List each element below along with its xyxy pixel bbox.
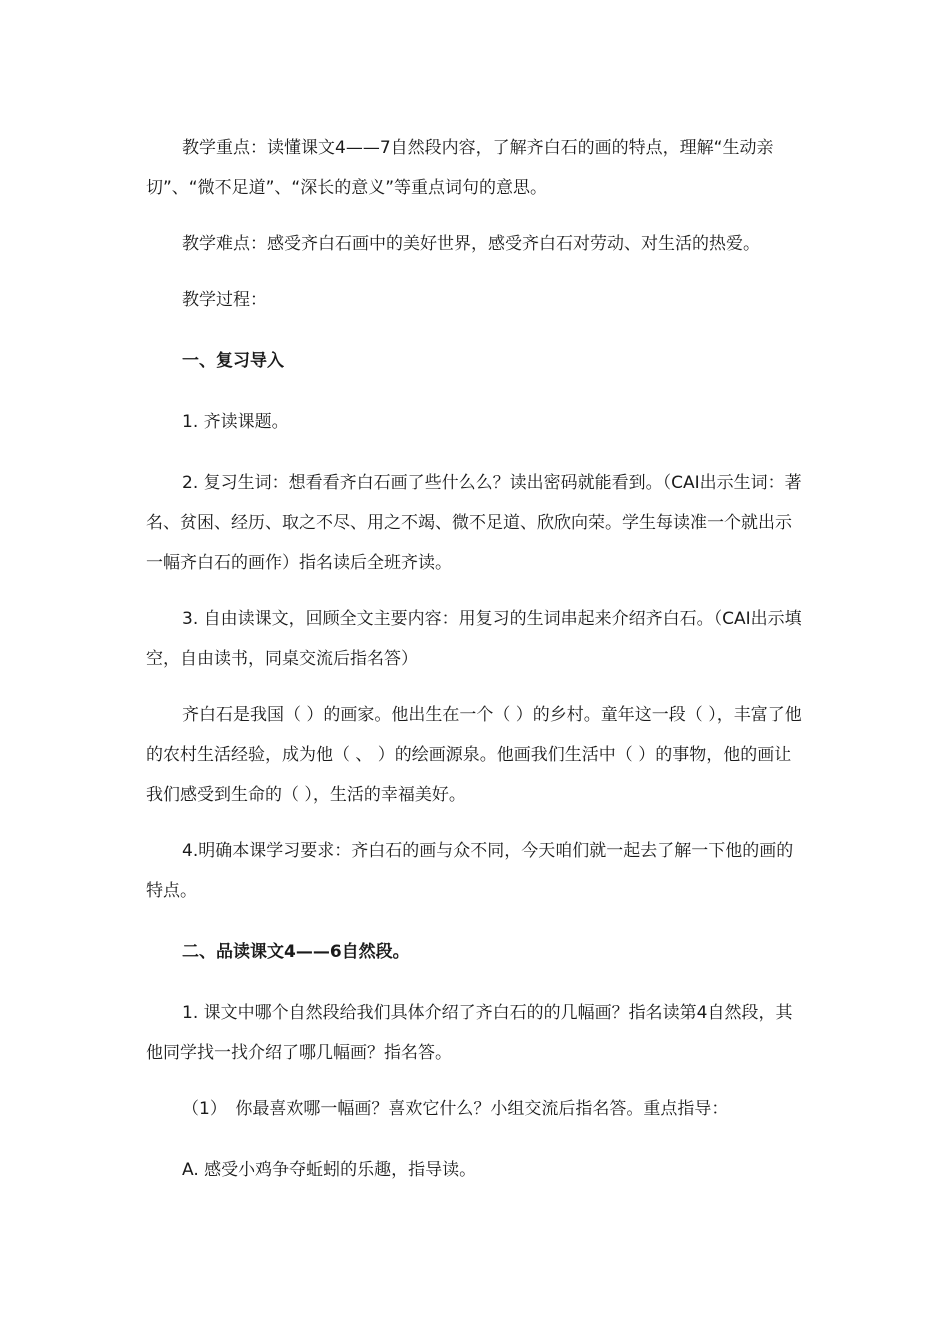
section-1-item-3: 3. 自由读课文，回顾全文主要内容：用复习的生词串起来介绍齐白石。（CAI出示填空，自由读书，同桌交流后指名答） <box>146 609 802 669</box>
section-2-subitem-1: （1） 你最喜欢哪一幅画？喜欢它什么？小组交流后指名答。重点指导： <box>182 1099 729 1119</box>
section-2-subitem-a: A. 感受小鸡争夺蚯蚓的乐趣，指导读。 <box>182 1160 477 1180</box>
section-2-item-1: 1. 课文中哪个自然段给我们具体介绍了齐白石的的几幅画？指名读第4自然段，其他同学找一找介绍了哪几幅画？指名答。 <box>146 1003 793 1063</box>
section-1-item-1: 1. 齐读课题。 <box>182 412 289 432</box>
difficult-points-paragraph: 教学难点：感受齐白石画中的美好世界，感受齐白石对劳动、对生活的热爱。 <box>182 234 760 254</box>
fill-in-blank-paragraph: 齐白石是我国（ ）的画家。他出生在一个（ ）的乡村。童年这一段（ ），丰富了他的农村生活经验，成为他（ 、 ）的绘画源泉。他画我们生活中（ ）的事物，他的画让我们感受到生命的（ ），生活的幸福美好。 <box>146 705 802 805</box>
teaching-process-label: 教学过程： <box>182 290 267 310</box>
section-1-item-2: 2. 复习生词：想看看齐白石画了些什么么？读出密码就能看到。（CAI出示生词：著名、贫困、经历、取之不尽、用之不竭、微不足道、欣欣向荣。学生每读准一个就出示一幅齐白石的画作）指名读后全班齐读。 <box>146 473 802 573</box>
section-1-heading: 一、复习导入 <box>182 351 284 371</box>
section-1-item-4: 4.明确本课学习要求：齐白石的画与众不同，今天咱们就一起去了解一下他的画的特点。 <box>146 841 794 901</box>
section-2-heading: 二、品读课文4——6自然段。 <box>182 942 410 962</box>
key-points-paragraph: 教学重点：读懂课文4——7自然段内容，了解齐白石的画的特点，理解“生动亲切”、“微不足道”、“深长的意义”等重点词句的意思。 <box>146 138 774 198</box>
document-page <box>146 128 806 1190</box>
